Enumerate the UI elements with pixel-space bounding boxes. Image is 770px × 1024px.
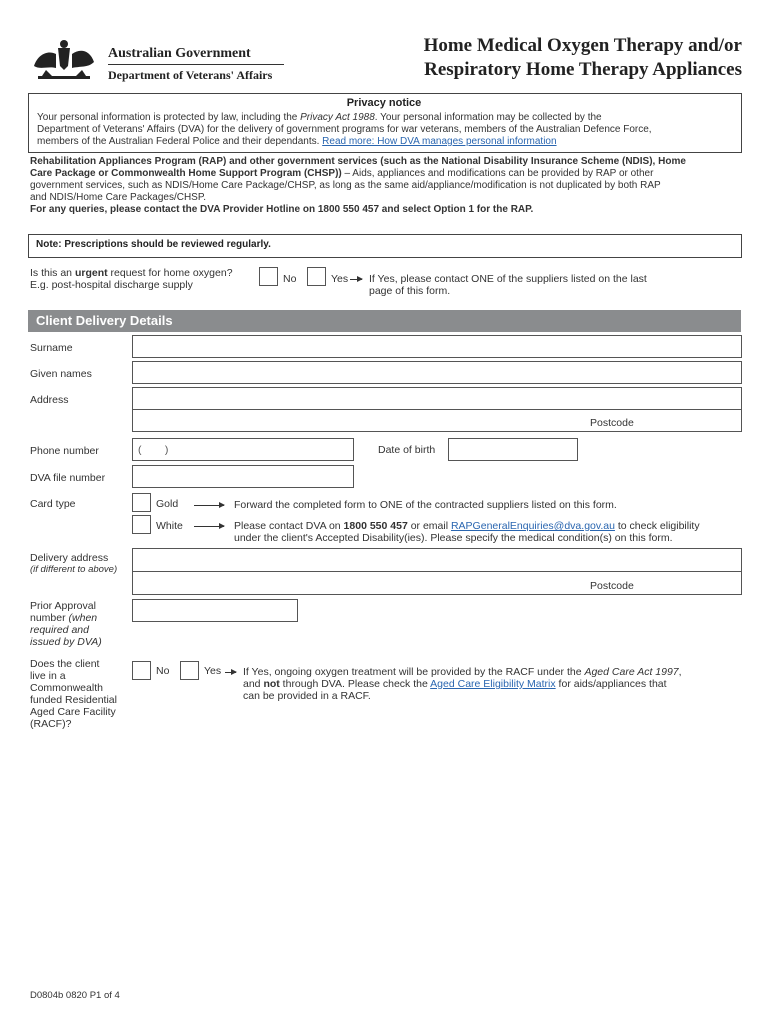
racf-info2-pre: and [243, 678, 264, 690]
white-info-post: to check eligibility [614, 520, 700, 532]
white-info-pre: Please contact DVA on [234, 520, 344, 532]
surname-label: Surname [30, 342, 73, 354]
urgent-no-label: No [283, 273, 297, 285]
racf-l2: live in a [30, 670, 66, 682]
arrow-icon [350, 279, 362, 280]
page-footer: D0804b 0820 P1 of 4 [30, 990, 120, 1001]
prior-l3: required and [30, 624, 89, 636]
rap-line4: and NDIS/Home Care Packages/CHSP. [30, 192, 207, 203]
given-names-label: Given names [30, 368, 92, 380]
gold-card-checkbox[interactable] [132, 493, 151, 512]
privacy-heading: Privacy notice [346, 97, 422, 109]
section-title: Client Delivery Details [36, 313, 173, 328]
form-title-line2: Respiratory Home Therapy Appliances [424, 59, 742, 80]
government-crest-logo [28, 36, 100, 84]
racf-info1-pre: If Yes, ongoing oxygen treatment will be provided by the RACF under the [243, 666, 585, 678]
privacy-line2: Department of Veterans' Affairs (DVA) for the delivery of government programs for war veterans, members of the Australian Defence Force, [37, 124, 652, 135]
form-title-line1: Home Medical Oxygen Therapy and/or [423, 35, 742, 56]
racf-no-label: No [156, 665, 170, 677]
privacy-line1b: . Your personal information may be collected by the [374, 112, 602, 123]
rap-queries: For any queries, please contact the DVA Provider Hotline on 1800 550 457 and select Option 1 for the RAP. [30, 204, 534, 215]
card-type-label: Card type [30, 498, 76, 510]
racf-info1-post: , [678, 666, 682, 678]
urgent-yes-label: Yes [331, 273, 349, 285]
racf-l3: Commonwealth [30, 682, 103, 694]
white-card-checkbox[interactable] [132, 515, 151, 534]
note-text: Note: Prescriptions should be reviewed regularly. [36, 239, 271, 250]
urgent-question [30, 267, 233, 291]
gov-name: Australian Government [108, 46, 251, 61]
racf-info1-act: Aged Care Act 1997 [584, 666, 679, 678]
privacy-line1a: Your personal information is protected by law, including the [37, 112, 301, 123]
racf-yes-checkbox[interactable] [180, 661, 199, 680]
white-info-line2: under the client's Accepted Disability(ies). Please specify the medical condition(s) on this form. [234, 532, 673, 544]
dob-input[interactable] [448, 438, 578, 461]
phone-label: Phone number [30, 445, 99, 457]
urgent-info-line2: page of this form. [369, 285, 451, 297]
prior-l4: issued by DVA) [30, 636, 102, 648]
delivery-address-label [30, 552, 117, 576]
racf-yes-label: Yes [204, 665, 222, 677]
racf-info2-mid: through DVA. Please check the [279, 678, 431, 690]
prior-l1: Prior Approval [30, 600, 96, 612]
prior-approval-input[interactable] [132, 599, 298, 622]
delivery-address-note: (if different to above) [30, 564, 118, 575]
racf-l5: Aged Care Facility [30, 706, 116, 718]
urgent-q-post: request for home oxygen? [107, 267, 233, 279]
privacy-read-more-link[interactable]: Read more: How DVA manages personal information [322, 136, 557, 147]
dva-file-input[interactable] [132, 465, 354, 488]
racf-info [243, 666, 682, 702]
surname-input[interactable] [132, 335, 742, 358]
racf-l1: Does the client [30, 658, 100, 670]
prior-l2a: number [30, 612, 69, 624]
dva-phone-number: 1800 550 457 [343, 520, 408, 532]
privacy-line3: members of the Australian Federal Police and their dependants. [37, 136, 320, 147]
dob-label: Date of birth [378, 444, 436, 456]
delivery-postcode-label: Postcode [590, 580, 634, 592]
racf-l6: (RACF)? [30, 718, 72, 730]
urgent-q-bold: urgent [74, 267, 108, 279]
urgent-q-pre: Is this an [30, 267, 75, 279]
rap-paragraph [30, 156, 745, 216]
white-info-mid: or email [407, 520, 451, 532]
racf-no-checkbox[interactable] [132, 661, 151, 680]
arrow-icon [225, 672, 236, 673]
gold-card-label: Gold [156, 498, 179, 510]
prior-l2b: (when [68, 612, 98, 624]
prior-approval-label [30, 600, 102, 648]
urgent-info [369, 273, 647, 297]
rap-line3: government services, such as NDIS/Home Care Package/CHSP, as long as the same aid/appliance/modification is not duplicated by both RAP [30, 180, 661, 191]
white-card-label: White [156, 520, 183, 532]
department-name: Department of Veterans' Affairs [108, 68, 273, 82]
racf-info3: can be provided in a RACF. [243, 690, 371, 702]
rap-line2-bold: Care Package or Commonwealth Home Support Program (CHSP)) [30, 168, 342, 179]
white-card-info [234, 520, 700, 544]
racf-l4: funded Residential [30, 694, 117, 706]
delivery-address-divider [133, 571, 741, 572]
address-label: Address [30, 394, 69, 406]
privacy-act: Privacy Act 1988 [300, 112, 375, 123]
logo-divider [108, 64, 284, 65]
delivery-address-title: Delivery address [30, 552, 109, 564]
racf-question [30, 658, 117, 730]
aged-care-matrix-link[interactable]: Aged Care Eligibility Matrix [430, 678, 556, 690]
urgent-no-checkbox[interactable] [259, 267, 278, 286]
dva-file-label: DVA file number [30, 472, 106, 484]
arrow-icon [194, 526, 224, 527]
given-names-input[interactable] [132, 361, 742, 384]
racf-info2-bold: not [263, 678, 280, 690]
rap-line2-rest: – Aids, appliances and modifications can be provided by RAP or other [341, 168, 654, 179]
urgent-yes-checkbox[interactable] [307, 267, 326, 286]
form-title [424, 34, 742, 82]
privacy-text [37, 112, 737, 148]
address-divider [133, 409, 741, 410]
urgent-q-line2: E.g. post-hospital discharge supply [30, 279, 193, 291]
rap-line1: Rehabilitation Appliances Program (RAP) and other government services (such as the National Disability Insurance Scheme (NDIS), Home [30, 156, 686, 167]
racf-info2-post: for aids/appliances that [555, 678, 667, 690]
rap-email-link[interactable]: RAPGeneralEnquiries@dva.gov.au [450, 520, 615, 532]
phone-area-code-placeholder: ( ) [138, 444, 169, 456]
gold-card-info: Forward the completed form to ONE of the contracted suppliers listed on this form. [234, 499, 617, 511]
address-postcode-label: Postcode [590, 417, 634, 429]
arrow-icon [194, 505, 224, 506]
urgent-info-line1: If Yes, please contact ONE of the suppliers listed on the last [369, 273, 647, 285]
